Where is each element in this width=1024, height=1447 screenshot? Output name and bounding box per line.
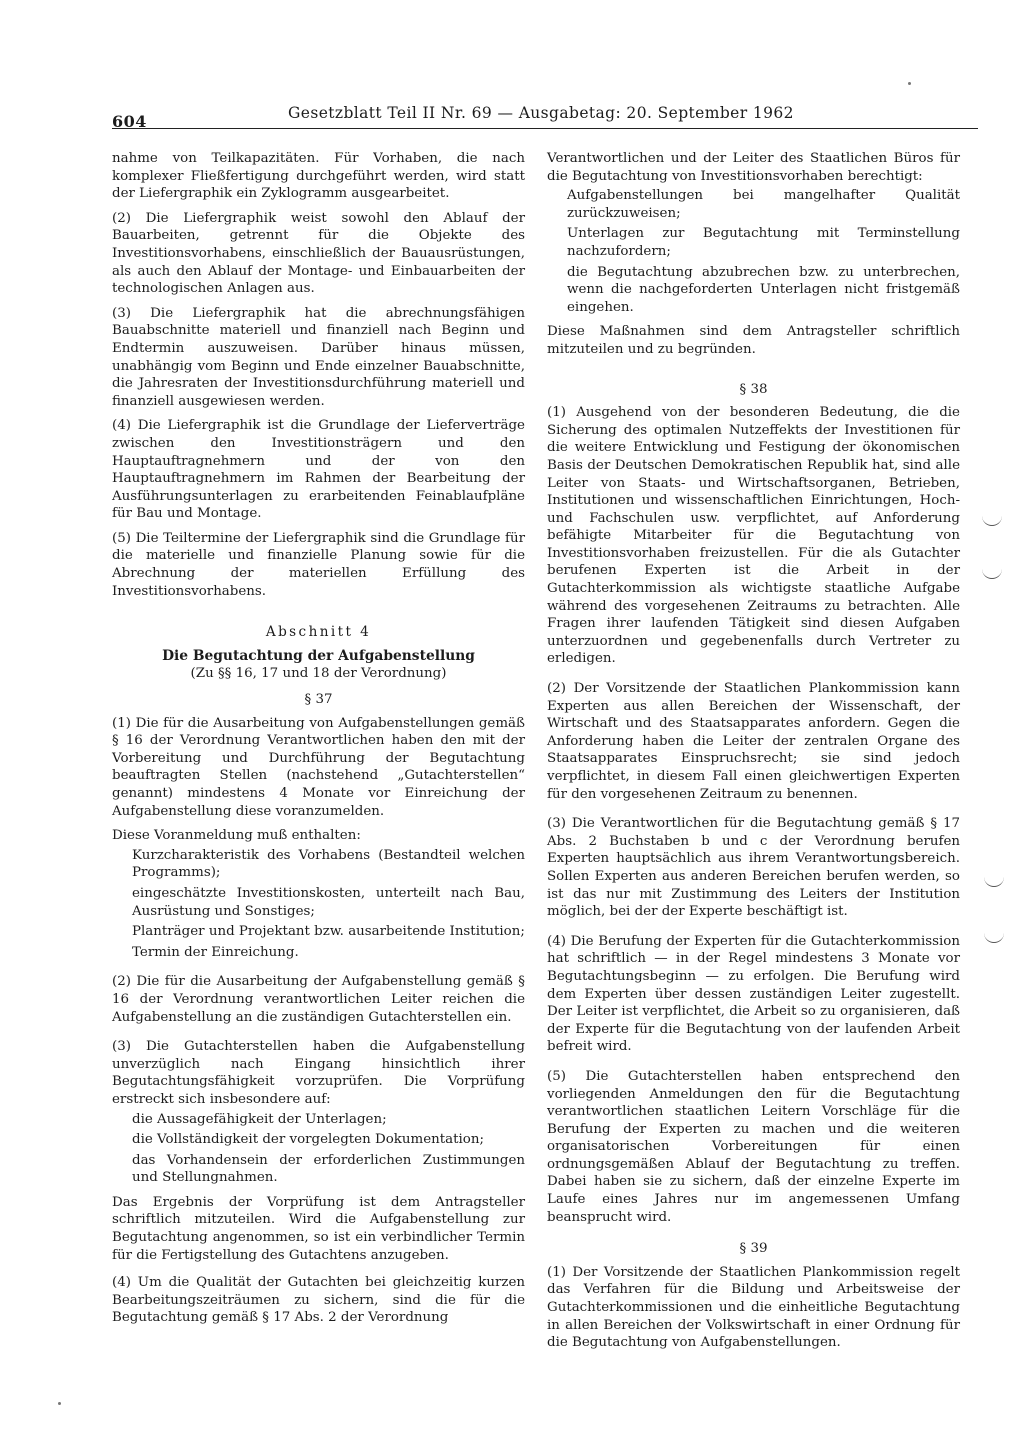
paragraph-number-38: § 38 [739, 381, 768, 397]
s37-paragraph-4: (4) Um die Qualität der Gutachten bei gleichzeitig kurzen Bearbeitungszeiträumen zu sichern, sind die für die Begutachtung gemäß § 17 Abs. 2 der Verordnung [112, 1275, 525, 1326]
paragraph-continued: nahme von Teilkapazitäten. Für Vorhaben, die nach komplexer Fließfertigung durchgeführt werden, wird statt der Liefergraphik ein Zyklogramm ausgearbeitet. [112, 151, 525, 202]
measures-list [567, 187, 960, 316]
measures-note: Diese Maßnahmen sind dem Antragsteller schriftlich mitzuteilen und zu begründen. [547, 324, 960, 357]
page-header [112, 104, 978, 130]
margin-mark [984, 932, 1004, 943]
s37-3-list [132, 1111, 525, 1187]
paragraph-3: (3) Die Liefergraphik hat die abrechnungsfähigen Bauabschnitte materiell und finanziell nach Beginn und Endtermin auszuweisen. Darüber hinaus müssen, unabhängig vom Beginn und Ende einzelner Bauabschnitte, die Jahresraten der Investitionsdurchführung materiell und finanziell ausgewiesen werden. [112, 305, 525, 409]
list-item: Kurzcharakteristik des Vorhabens (Bestandteil welchen Programms); [132, 847, 525, 881]
s38-paragraph-5: (5) Die Gutachterstellen haben entsprechend den vorliegenden Anmeldungen den für die Begutachtung verantwortlichen staatlichen Leitern Vorschläge für die Berufung der Experten zu machen und die weiteren organisatorischen Vorbereitungen für einen ordnungsgemäßen Ablauf der Begutachtung zu treffen. Dabei haben sie zu sichern, daß der einzelne Experte im Laufe eines Jahres nur im angemessenen Umfang beansprucht wird. [547, 1068, 960, 1225]
paragraph-number-37: § 37 [304, 692, 333, 708]
print-speck [58, 1402, 61, 1405]
s37-paragraph-3-end: Das Ergebnis der Vorprüfung ist dem Antragsteller schriftlich mitzuteilen. Wird die Aufgabenstellung zur Begutachtung angenommen, so ist ein verbindlicher Termin für die Fertigstellung des Gutachtens anzugeben. [112, 1194, 525, 1263]
margin-mark [982, 568, 1002, 579]
s37-list [132, 847, 525, 962]
list-item: Planträger und Projektant bzw. ausarbeitende Institution; [132, 924, 525, 940]
s38-paragraph-1: (1) Ausgehend von der besonderen Bedeutung, die die Sicherung des optimalen Nutzeffekts der Investitionen für die weitere Entwicklung und Festigung der ökonomischen Basis der Deutschen Demokratischen Republik hat, sind alle Leiter von Staats- und Wirtschaftsorganen, Betrieben, Institutionen und wissenschaftlichen Einrichtungen, Hoch- und Fachschulen usw. verpflichtet, auf Anforderung befähigte Mitarbeiter für die Begutachtung von Investitionsvorhaben freizustellen. Für die als Gutachter berufenen Experten ist die Arbeit in der Gutachterkommission als wichtigste staatliche Aufgabe während des vorgesehenen Zeitraums zu betrachten. Alle Fragen ihrer laufenden Tätigkeit sind diesen Aufgaben unterzuordnen und gegebenenfalls durch Vertreter zu erledigen. [547, 405, 960, 667]
paragraph-continued: Verantwortlichen und der Leiter des Staatlichen Büros für die Begutachtung von Investitionsvorhaben berechtigt: [547, 151, 960, 184]
list-item: die Begutachtung abzubrechen bzw. zu unterbrechen, wenn die nachgeforderten Unterlagen nicht fristgemäß eingehen. [567, 264, 960, 315]
list-item: Unterlagen zur Begutachtung mit Terminstellung nachzufordern; [567, 226, 960, 259]
paragraph-number-39: § 39 [739, 1241, 768, 1257]
paragraph-4: (4) Die Liefergraphik ist die Grundlage der Lieferverträge zwischen den Investitionsträgern und den Hauptauftragnehmern und der von den Hauptauftragnehmern im Rahmen der Bearbeitung der Ausführungsunterlagen zu erarbeitenden Feinablaufpläne für Bau und Montage. [112, 418, 525, 522]
s38-paragraph-2: (2) Der Vorsitzende der Staatlichen Plankommission kann Experten aus allen Bereichen der Wissenschaft, der Wirtschaft und des Staatsapparates anfordern. Gegen die Anforderung haben die Leiter der zentralen Organe des Staatsapparates Einspruchsrecht; sie sind jedoch verpflichtet, in diesem Fall einen gleichwertigen Experten für den vorgesehenen Zeitraum zu benennen. [547, 681, 960, 802]
section-label: Abschnitt 4 [265, 624, 372, 641]
s37-list-intro: Diese Voranmeldung muß enthalten: [112, 828, 361, 844]
margin-mark [984, 876, 1004, 887]
s37-paragraph-3: (3) Die Gutachterstellen haben die Aufgabenstellung unverzüglich nach Eingang hinsichtlich ihrer Begutachtungsfähigkeit vorzuprüfen. Die Vorprüfung erstreckt sich insbesondere auf: [112, 1039, 525, 1107]
s37-paragraph-1: (1) Die für die Ausarbeitung von Aufgabenstellungen gemäß § 16 der Verordnung Verantwortlichen haben den mit der Vorbereitung und Durchführung der Begutachtung beauftragten Stellen (nachstehend „Gutachterstellen“ genannt) mindestens 4 Monate vor Einreichung der Aufgabenstellung diese voranzumelden. [112, 715, 525, 819]
margin-mark [982, 515, 1002, 526]
s39-paragraph-1: (1) Der Vorsitzende der Staatlichen Plankommission regelt das Verfahren für die Bildung und Arbeitsweise der Gutachterkommissionen und die einheitliche Begutachtung in allen Bereichen der Volkswirtschaft in einer Ordnung für die Begutachtung von Aufgabenstellungen. [547, 1264, 960, 1351]
list-item: Aufgabenstellungen bei mangelhafter Qualität zurückzuweisen; [567, 188, 960, 221]
running-head: Gesetzblatt Teil II Nr. 69 — Ausgabetag: 20. September 1962 [288, 104, 794, 122]
section-title: Die Begutachtung der Aufgabenstellung [162, 647, 475, 664]
list-item: die Aussagefähigkeit der Unterlagen; [132, 1111, 387, 1127]
s37-paragraph-2: (2) Die für die Ausarbeitung der Aufgabenstellung gemäß § 16 der Verordnung verantwortlichen Leiter reichen die Aufgabenstellung an die zuständigen Gutachterstellen ein. [112, 974, 525, 1025]
s38-paragraph-4: (4) Die Berufung der Experten für die Gutachterkommission hat schriftlich — in der Regel mindestens 3 Monate vor Begutachtungsbeginn — zu erfolgen. Die Berufung wird dem Experten über dessen zuständigen Leiter zugestellt. Der Leiter ist verpflichtet, die Arbeit so zu organisieren, daß der Experte für die Begutachtung von der laufenden Arbeit befreit wird. [547, 933, 960, 1055]
page-number: 604 [112, 112, 147, 131]
s38-paragraph-3: (3) Die Verantwortlichen für die Begutachtung gemäß § 17 Abs. 2 Buchstaben b und c der Verordnung berufen Experten hauptsächlich aus ihrem Verantwortungsbereich. Sollen Experten aus anderen Bereichen berufen werden, so ist das nur mit Zustimmung des Leiters der Institution möglich, bei der der Experte beschäftigt ist. [547, 816, 960, 920]
header-rule [112, 128, 978, 129]
list-item: das Vorhandensein der erforderlichen Zustimmungen und Stellungnahmen. [132, 1152, 525, 1186]
list-item: die Vollständigkeit der vorgelegten Dokumentation; [132, 1132, 485, 1148]
paragraph-5: (5) Die Teiltermine der Liefergraphik sind die Grundlage für die materielle und finanzielle Planung sowie für die Abrechnung der materiellen Erfüllung des Investitionsvorhabens. [112, 530, 525, 599]
print-speck [908, 82, 911, 85]
list-item: eingeschätzte Investitionskosten, unterteilt nach Bau, Ausrüstung und Sonstiges; [132, 885, 525, 919]
list-item: Termin der Einreichung. [132, 944, 299, 960]
right-column [547, 150, 960, 1359]
left-column [112, 150, 525, 1334]
section-subtitle: (Zu §§ 16, 17 und 18 der Verordnung) [190, 666, 447, 682]
paragraph-2: (2) Die Liefergraphik weist sowohl den Ablauf der Bauarbeiten, getrennt für die Objekte des Investitionsvorhabens, einschließlich der Bauausrüstungen, als auch den Ablauf der Montage- und Einbauarbeiten der technologischen Anlagen aus. [112, 210, 525, 297]
